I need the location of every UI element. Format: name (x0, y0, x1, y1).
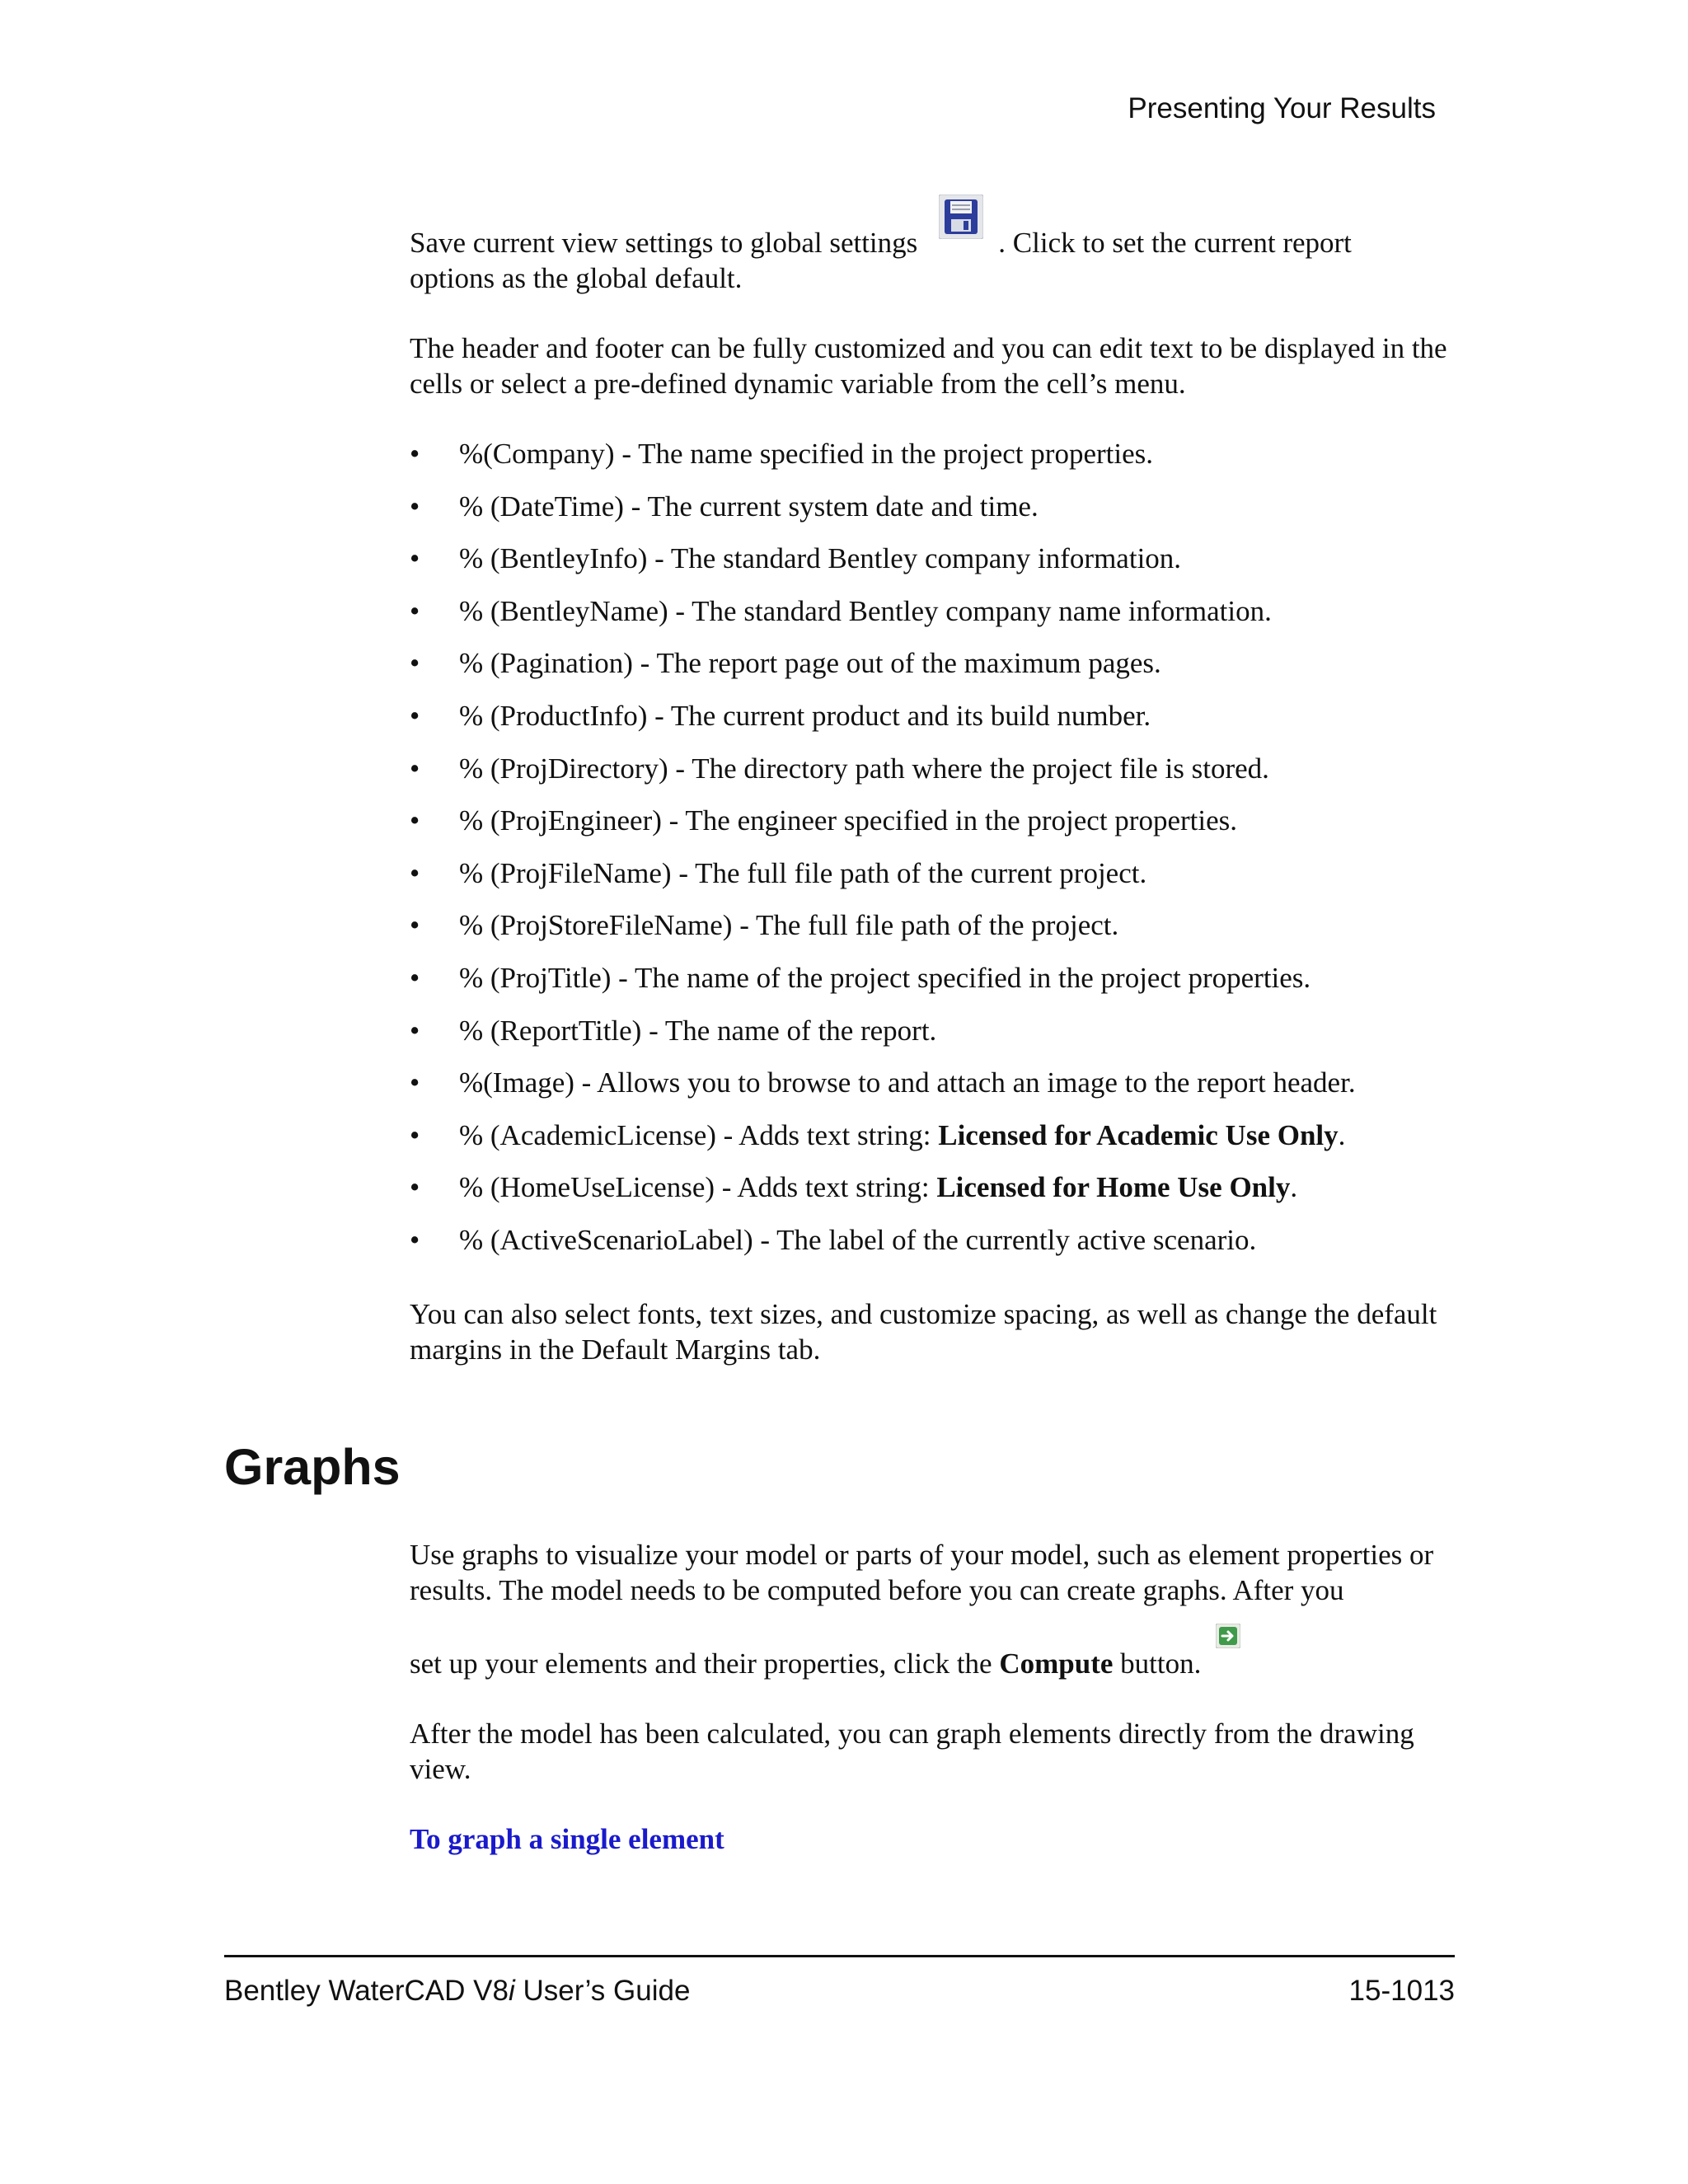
graphs-heading: Graphs (224, 1439, 401, 1495)
fonts-paragraph: You can also select fonts, text sizes, and customize spacing, as well as change the default margins in the Default Margins tab. (410, 1297, 1437, 1366)
header-footer-paragraph: The header and footer can be fully customized and you can edit text to be displayed in the cells or select a pre-defined dynamic variable from the cell’s menu. (410, 332, 1447, 400)
save-settings-paragraph (410, 216, 1456, 296)
save-settings-text-cont: . Click to set the current report (998, 227, 1352, 259)
list-item-home-license: • % (HomeUseLicense) - Adds text string: Licensed for Home Use Only. (410, 1171, 1298, 1204)
compute-term: Compute (999, 1647, 1114, 1680)
save-settings-text: Save current view settings to global settings (410, 227, 918, 259)
procedure-link[interactable]: To graph a single element (410, 1823, 724, 1855)
list-item: • % (ProductInfo) - The current product and its build number. (410, 699, 1151, 732)
list-item-active-scenario: • % (ActiveScenarioLabel) - The label of the currently active scenario. (410, 1223, 1257, 1256)
list-item: • % (DateTime) - The current system date and time. (410, 490, 1039, 523)
list-item: • % (BentleyInfo) - The standard Bentley company information. (410, 542, 1182, 575)
footer-product-title: Bentley WaterCAD V8i User’s Guide (224, 1975, 691, 2007)
after-calc-paragraph: After the model has been calculated, you can graph elements directly from the drawing view. (410, 1718, 1414, 1785)
graphs-intro-paragraph: Use graphs to visualize your model or parts of your model, such as element properties or results. The model needs to be computed before you can create graphs. After you (410, 1539, 1434, 1606)
save-settings-text-line2: options as the global default. (410, 262, 743, 294)
dynamic-variable-list (410, 436, 1456, 1275)
footer-page-number: 15-1013 (1348, 1975, 1455, 2007)
list-item: • % (Pagination) - The report page out of the maximum pages. (410, 647, 1161, 680)
list-item-academic-license: • % (AcademicLicense) - Adds text string: Licensed for Academic Use Only. (410, 1118, 1346, 1151)
list-item: • %(Image) - Allows you to browse to and attach an image to the report header. (410, 1066, 1356, 1099)
list-item: • % (BentleyName) - The standard Bentley company name information. (410, 594, 1272, 627)
list-item: • % (ProjEngineer) - The engineer specified in the project properties. (410, 804, 1237, 837)
save-floppy-icon (939, 194, 983, 239)
list-item: • %(Company) - The name specified in the project properties. (410, 438, 1153, 470)
compute-arrow-icon (1216, 1621, 1240, 1646)
running-header: Presenting Your Results (1128, 92, 1436, 124)
list-item: • % (ProjDirectory) - The directory path where the project file is stored. (410, 752, 1269, 785)
footer-divider (224, 1955, 1455, 1957)
list-item: • % (ProjFileName) - The full file path of the current project. (410, 856, 1147, 889)
list-item: • % (ProjTitle) - The name of the project specified in the project properties. (410, 961, 1311, 994)
list-item: • % (ProjStoreFileName) - The full file path of the project. (410, 909, 1119, 942)
compute-paragraph: set up your elements and their properties, click the Compute button. (410, 1646, 1461, 1681)
report-options-section (410, 216, 1456, 1367)
graphs-section (410, 1537, 1461, 1857)
list-item: • % (ReportTitle) - The name of the report. (410, 1014, 937, 1047)
